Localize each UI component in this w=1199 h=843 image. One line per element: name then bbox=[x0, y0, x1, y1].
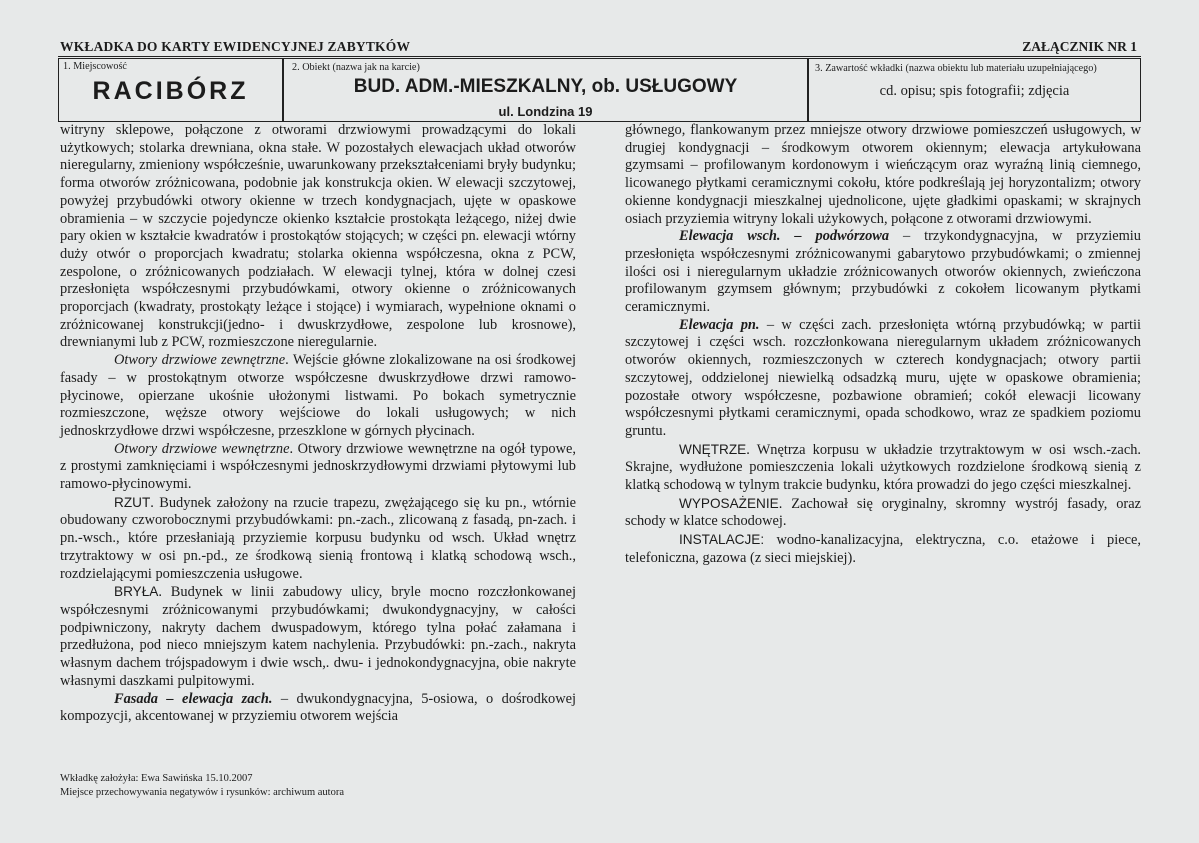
footer-notes bbox=[60, 772, 344, 800]
footer-archive: Miejsce przechowywania negatywów i rysunków: archiwum autora bbox=[60, 787, 344, 798]
paragraph-text: . Budynek założony na rzucie trapezu, zwężającego się ku pn., wtórnie obudowany czworobocznymi przybudówkami: pn.-zach., zlicowaną z fasadą, pn-zach. i pn.-wsch., które przesłaniają przyziemie korpusu budynku od wsch. Układ wnętrz trzytraktowy w osi pn.-pd., ze środkową sienią frontową i klatką schodową wsch., rozdzielającymi pomieszczenia usługowe. bbox=[60, 494, 576, 582]
section-heading: Otwory drzwiowe zewnętrzne bbox=[114, 352, 286, 369]
section-heading: WYPOSAŻENIE bbox=[679, 495, 779, 511]
paragraph-text: . Otwory drzwiowe wewnętrzne na ogół typowe, z prostymi zamknięciami i współczesnymi jednoskrzydłowymi drzwiami płytowymi lub ramowo-płycinowymi. bbox=[60, 440, 576, 493]
object-box bbox=[283, 58, 808, 122]
contents-box bbox=[808, 58, 1141, 122]
section-heading: Otwory drzwiowe wewnętrzne bbox=[114, 440, 290, 457]
paragraph-text: . Budynek w linii zabudowy ulicy, bryle mocno rozczłonkowanej współczesnymi zróżnicowanymi przybudówkami; dwukondygnacyjny, w całości podpiwniczony, nakryty dachem dwuspadowym, którego tylna połać załamana i przedłużona, pod nieco mniejszym katem nachylenia. Przybudówki: pn.-zach., nakryta własnym dachem trójspadowym i dwie wsch,. dwu- i jednokondygnacyjna, obie nakryte własnymi daszkami pulpitowymi. bbox=[60, 584, 576, 689]
paragraph bbox=[625, 495, 1141, 531]
paragraph bbox=[60, 441, 576, 494]
paragraph: witryny sklepowe, połączone z otworami drzwiowymi prowadzącymi do lokali użytkowych; stolarka drewniana, okna stałe. W pozostałych elewacjach układ otworów nieregularny, zmieniony współcześnie, uwarunkowany przekształceniami bryły budynku; forma otworów zróżnicowana, podobnie jak konstrukcja okien. W elewacji szczytowej, powyżej przybudówki otwory okienne w trzech kondygnacjach, ujęte w opaskowe obramienia – w szczycie pojedyncze okienko kształcie prostokąta leżącego, niżej dwie pary okien w kształcie kwadratów i prostokątów stojących; w części pn. elewacji wtórny duży otwór o proporcjach kwadratu; stolarka okienna współczesna, okna z PCW, zespolone, o zróżnicowanych podziałach. W elewacji tylnej, która w dolnej czesi przesłonięta współczesnymi przybudówkami, otwory okienne o zróżnicowanych proporcjach (kwadraty, prostokąty leżące i stojące) i wymiarach, wypełnione oknami o zróżnicowanej konstrukcji(jedno- i dwuskrzydłowe, zespolone lub krosnowe), drewnianymi lub z PCW, rozmieszczone nieregularnie. bbox=[60, 122, 576, 351]
contents-label: 3. Zawartość wkładki (nazwa obiektu lub materiału uzupełniającego) bbox=[815, 63, 1097, 74]
paragraph-text: – w części zach. przesłonięta wtórną przybudówką; w partii szczytowej i części wsch. rozczłonkowana nieregularnym układem zróżnicowanych otworów okiennych, rozmieszczonych w czterech kondygnacjach; otwory partii szczytowej, oddzielonej niewielką odsadzką muru, ujęte w opaskowe obramienia; pozostałe otwory współczesne, pozbawione obramień; cokół elewacji licowany współczesnymi płytkami ceramicznymi, opada schodkowo, wraz ze spadkiem poziomu gruntu. bbox=[625, 316, 1141, 439]
annex-label: ZAŁĄCZNIK NR 1 bbox=[1022, 39, 1137, 54]
place-value: RACIBÓRZ bbox=[92, 77, 249, 105]
section-heading: INSTALACJE: bbox=[679, 532, 765, 548]
section-heading: RZUT bbox=[114, 494, 151, 510]
section-heading: Fasada – elewacja zach. bbox=[114, 690, 273, 707]
paragraph bbox=[60, 691, 576, 726]
paragraph bbox=[625, 441, 1141, 495]
paragraph bbox=[625, 317, 1141, 441]
paragraph bbox=[60, 583, 576, 690]
right-text-column bbox=[625, 122, 1141, 568]
paragraph-text: – trzykondygnacyjna, w przyziemiu przesłonięta współczesnymi zróżnicowanymi gabarytowo przybudówkami; o zmiennej ilości osi i nieregularnym układzie zróżnicowanych otworów okiennych, zwieńczona profilowanym gzymsem głównym; przybudówki z cokołem licowanym płytkami ceramicznymi. bbox=[625, 228, 1141, 316]
paragraph-text: – dwukondygnacyjna, 5-osiowa, o dośrodkowej kompozycji, akcentowanej w przyziemiu otworem wejścia bbox=[60, 690, 576, 725]
paragraph bbox=[625, 228, 1141, 317]
object-street: ul. Londzina 19 bbox=[498, 104, 593, 119]
paragraph-text: . Wnętrza korpusu w układzie trzytraktowym w osi wsch.-zach. Skrajne, wydłużone pomieszczenia lokali użytkowych rozdzielone środkową sienią z klatką schodową w tylnym trakcie budynku, która prowadzi do jego części mieszkalnej. bbox=[625, 441, 1141, 494]
object-name: BUD. ADM.-MIESZKALNY, ob. USŁUGOWY bbox=[353, 76, 738, 97]
paragraph bbox=[60, 352, 576, 441]
paragraph: głównego, flankowanym przez mniejsze otwory drzwiowe pomieszczeń usługowych, w drugiej kondygnacji – środkowym otworem okiennym; elewacja artykułowana gzymsami – profilowanym kordonowym i wieńczącym oraz wyraźną linią ciemnego, licowanego płytkami ceramicznymi cokołu, które podkreślają jej horyzontalizm; otwory okienne kondygnacji mieszkalnej ujednolicone, ujęte gładkimi opaskami; w skrajnych osiach przyziemia witryny lokali użykowych, połącone z otworami drzwiowymi. bbox=[625, 122, 1141, 227]
section-heading: BRYŁA bbox=[114, 584, 159, 600]
object-label: 2. Obiekt (nazwa jak na karcie) bbox=[292, 62, 420, 73]
paragraph-text: . Wejście główne zlokalizowane na osi środkowej fasady – w prostokątnym otworze współczesne dwuskrzydłowe drzwi ramowo-płycinowe, opierzane ukośnie ułożonymi listwami. Po bokach symetrycznie rozmieszczone, węższe otwory wejściowe do lokali usługowych; w nich jednoskrzydłowe drzwi współczesne, przeszklone w górnych płycinach. bbox=[60, 352, 576, 439]
footer-author: Wkładkę założyła: Ewa Sawińska 15.10.2007 bbox=[60, 773, 253, 784]
paragraph bbox=[625, 531, 1141, 567]
place-box bbox=[58, 58, 283, 122]
section-heading: Elewacja pn. bbox=[679, 316, 760, 333]
header-divider bbox=[58, 56, 1141, 57]
paragraph-text: . Zachował się oryginalny, skromny wystrój fasady, oraz schody w klatce schodowej. bbox=[625, 495, 1141, 530]
page-title: WKŁADKA DO KARTY EWIDENCYJNEJ ZABYTKÓW bbox=[60, 39, 411, 54]
left-text-column bbox=[60, 122, 576, 726]
section-heading: WNĘTRZE bbox=[679, 441, 747, 457]
paragraph-text: wodno-kanalizacyjna, elektryczna, c.o. etażowe i piece, telefoniczna, gazowa (z sieci miejskiej). bbox=[625, 532, 1141, 566]
section-heading: Elewacja wsch. – podwórzowa bbox=[679, 228, 890, 245]
place-label: 1. Miejscowość bbox=[63, 61, 127, 72]
paragraph bbox=[60, 494, 576, 584]
contents-value: cd. opisu; spis fotografii; zdjęcia bbox=[879, 83, 1070, 99]
